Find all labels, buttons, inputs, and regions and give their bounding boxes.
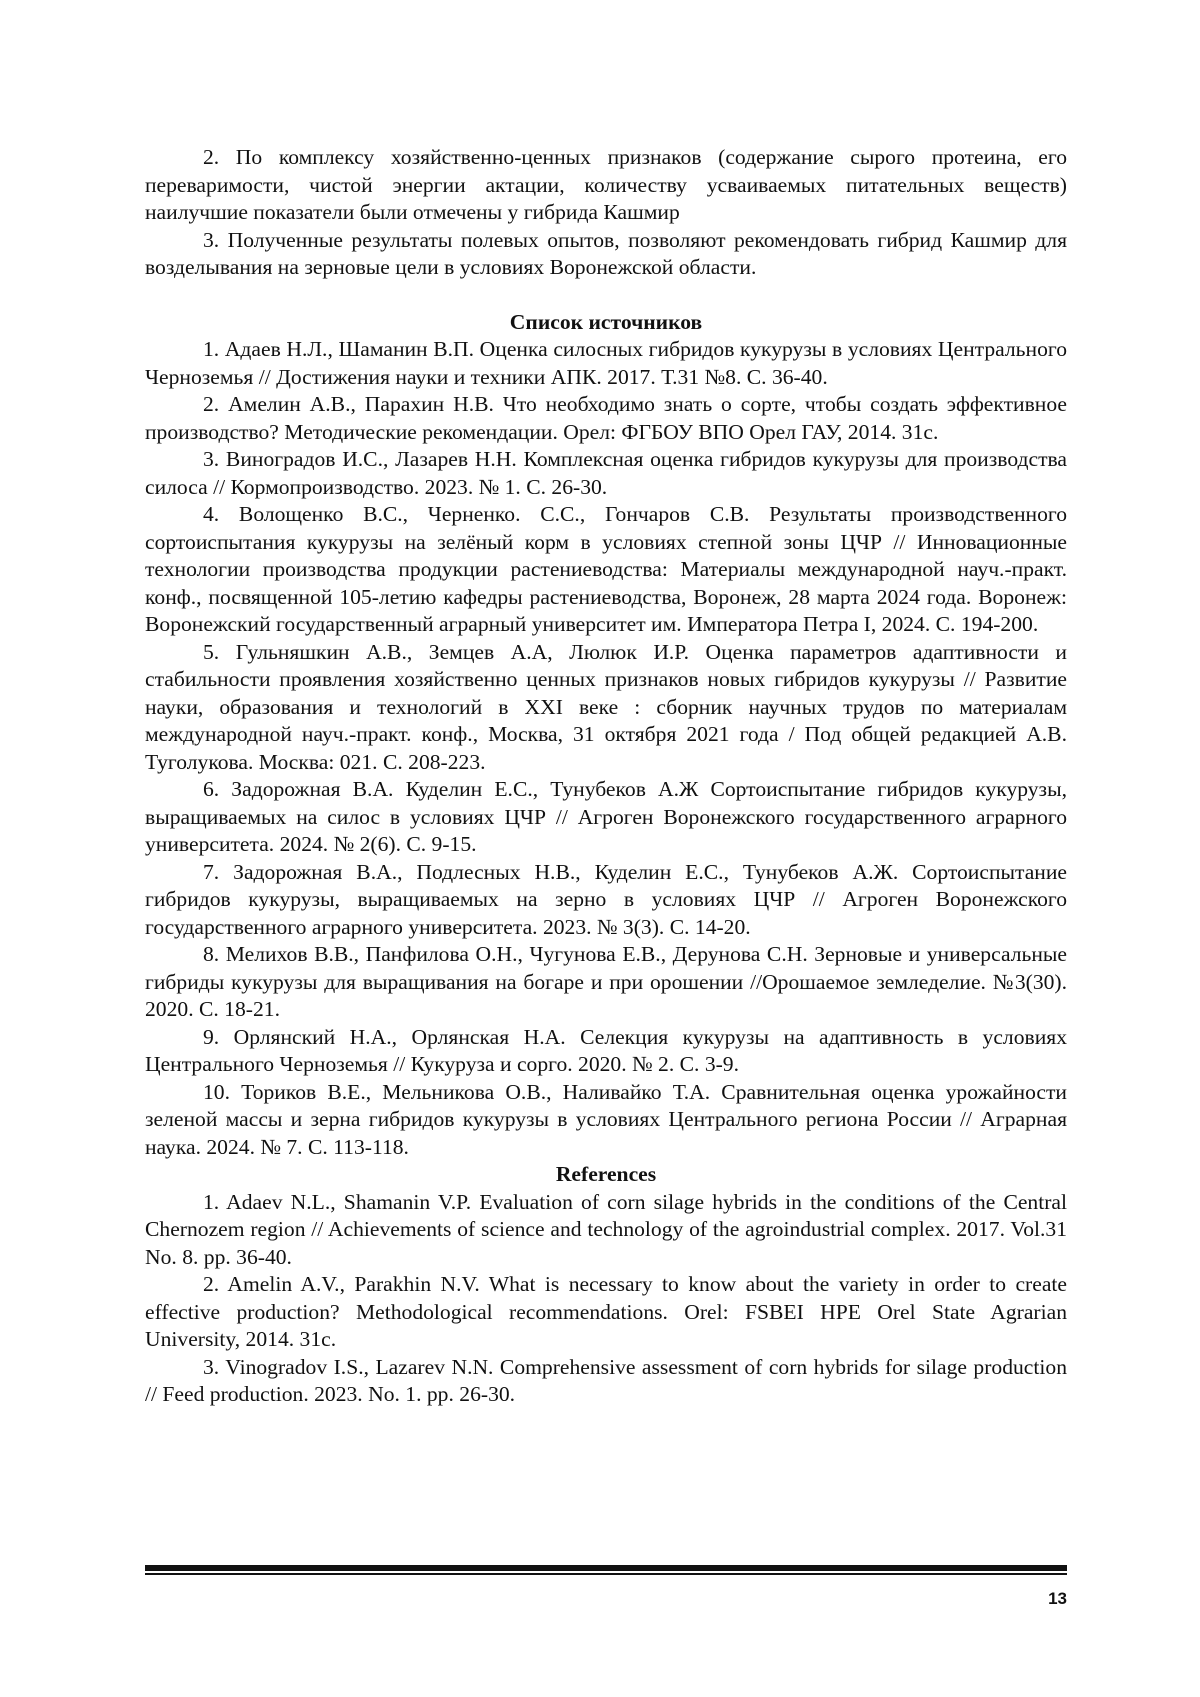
references-heading: References: [555, 1162, 657, 1186]
footer-rule: [145, 1565, 1067, 1575]
reference-item: 1. Adaev N.L., Shamanin V.P. Evaluation of corn silage hybrids in the conditions of the Central Chernozem region // Achievements of science and technology of the agroindustrial complex. 2017. Vol.31 No. 8. pp. 36-40.: [145, 1189, 1067, 1269]
sources-heading: Список источников: [509, 309, 703, 334]
source-item: 7. Задорожная В.А., Подлесных Н.В., Куделин Е.С., Тунубеков А.Ж. Сортоиспытание гибридов кукурузы, выращиваемых на зерно в условиях ЦЧР // Агроген Воронежского государственного аграрного университета. 2023. № 3(3). С. 14-20.: [145, 859, 1067, 939]
reference-item: 2. Amelin A.V., Parakhin N.V. What is necessary to know about the variety in order to create effective production? Methodological recommendations. Orel: FSBEI HPE Orel State Agrarian University, 2014. 31c.: [145, 1272, 1067, 1351]
source-item: 10. Ториков В.Е., Мельникова О.В., Наливайко Т.А. Сравнительная оценка урожайности зеленой массы и зерна гибридов кукурузы в условиях Центрального региона России // Аграрная наука. 2024. № 7. С. 113-118.: [145, 1079, 1067, 1159]
source-item: 2. Амелин А.В., Парахин Н.В. Что необходимо знать о сорте, чтобы создать эффективное производство? Методические рекомендации. Орел: ФГБОУ ВПО Орел ГАУ, 2014. 31с.: [145, 392, 1067, 444]
conclusion-paragraph: 3. Полученные результаты полевых опытов, позволяют рекомендовать гибрид Кашмир для возделывания на зерновые цели в условиях Воронежской области.: [145, 227, 1067, 279]
page-number: 13: [1048, 1589, 1067, 1608]
page-body: [145, 144, 1067, 1409]
source-item: 4. Волощенко В.С., Черненко. С.С., Гончаров С.В. Результаты производственного сортоиспытания кукурузы на зелёный корм в условиях степной зоны ЦЧР // Инновационные технологии производства продукции растениеводства: Материалы международной науч.-практ. конф., посвященной 105-летию кафедры растениеводства, Воронеж, 28 марта 2024 года. Воронеж: Воронежский государственный аграрный университет им. Императора Петра I, 2024. С. 194-200.: [145, 502, 1067, 636]
footer-rule-thin: [145, 1573, 1067, 1575]
footer-rule-thick: [145, 1565, 1067, 1571]
source-item: 8. Мелихов В.В., Панфилова О.Н., Чугунова Е.В., Дерунова С.Н. Зерновые и универсальные гибриды кукурузы для выращивания на богаре и при орошении //Орошаемое земледелие. №3(30). 2020. С. 18-21.: [145, 942, 1067, 1021]
source-item: 6. Задорожная В.А. Куделин Е.С., Тунубеков А.Ж Сортоиспытание гибридов кукурузы, выращиваемых на силос в условиях ЦЧР // Агроген Воронежского государственного аграрного университета. 2024. № 2(6). С. 9-15.: [145, 777, 1067, 856]
source-item: 9. Орлянский Н.А., Орлянская Н.А. Селекция кукурузы на адаптивность в условиях Центрального Черноземья // Кукуруза и сорго. 2020. № 2. С. 3-9.: [145, 1024, 1067, 1076]
conclusion-paragraph: 2. По комплексу хозяйственно-ценных признаков (содержание сырого протеина, его переваримости, чистой энергии актации, количеству усваиваемых питательных веществ) наилучшие показатели были отмечены у гибрида Кашмир: [145, 145, 1067, 224]
source-item: 1. Адаев Н.Л., Шаманин В.П. Оценка силосных гибридов кукурузы в условиях Центрального Черноземья // Достижения науки и техники АПК. 2017. Т.31 №8. С. 36-40.: [145, 337, 1067, 389]
source-item: 5. Гульняшкин А.В., Земцев А.А, Люлюк И.Р. Оценка параметров адаптивности и стабильности проявления хозяйственно ценных признаков новых гибридов кукурузы // Развитие науки, образования и технологий в XXI веке : сборник научных трудов по материалам международной науч.-практ. конф., Москва, 31 октября 2021 года / Под общей редакцией А.В. Туголукова. Москва: 021. С. 208-223.: [145, 639, 1067, 774]
reference-item: 3. Vinogradov I.S., Lazarev N.N. Comprehensive assessment of corn hybrids for silage production // Feed production. 2023. No. 1. pp. 26-30.: [145, 1354, 1067, 1406]
source-item: 3. Виноградов И.С., Лазарев Н.Н. Комплексная оценка гибридов кукурузы для производства силоса // Кормопроизводство. 2023. № 1. С. 26-30.: [145, 447, 1067, 499]
